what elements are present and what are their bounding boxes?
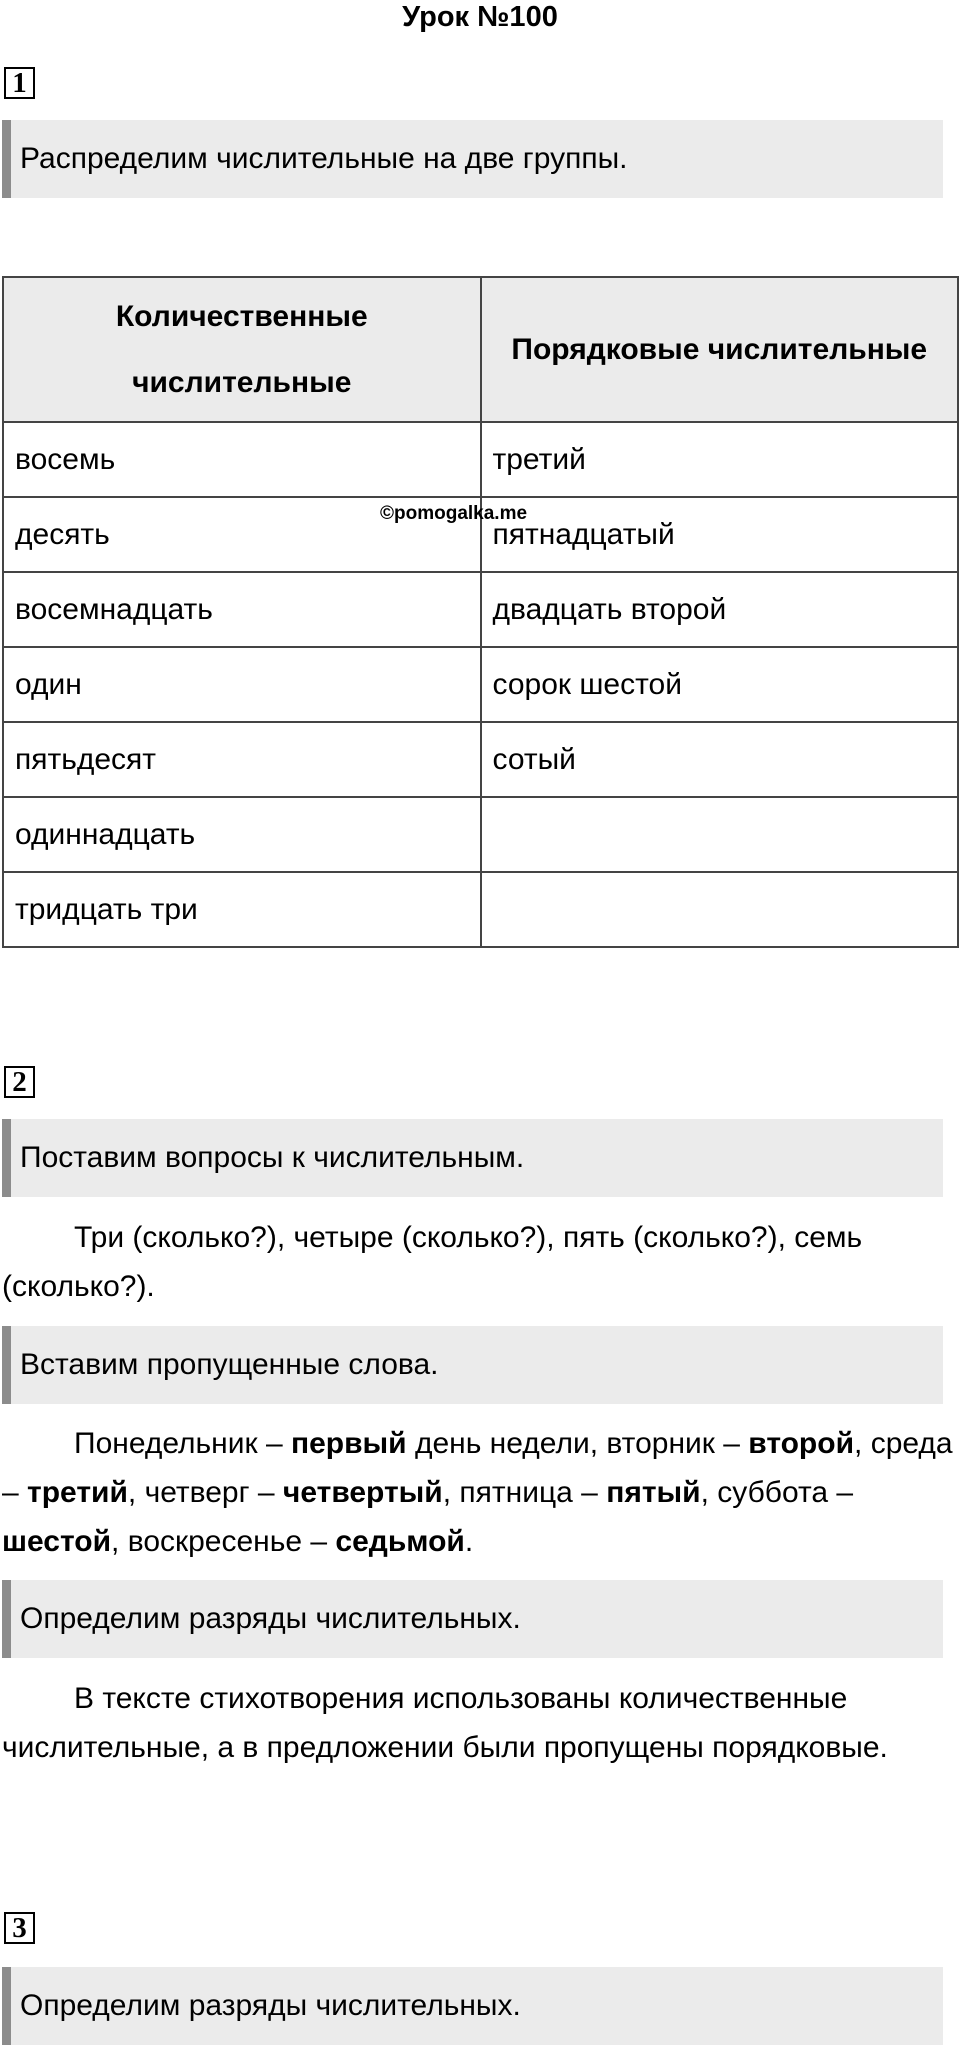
paragraph-text: , воскресенье – [111,1525,336,1558]
table-cell: десять [3,497,481,572]
table-row [3,572,958,647]
table-cell [481,872,959,947]
paragraph-text: . [464,1525,474,1558]
table-cell [481,797,959,872]
table-cell: сотый [481,722,959,797]
task2-answer-paragraph-3 [2,1674,958,1772]
table-header-row [3,277,958,422]
task2-answer-paragraph-2 [2,1419,958,1566]
table-cell: один [3,647,481,722]
numerals-table [2,276,959,948]
inserted-word: седьмой [335,1525,465,1558]
paragraph-text: день недели, вторник – [406,1427,749,1460]
table-cell: тридцать три [3,872,481,947]
task2-answer-text-3: В тексте стихотворения использованы количественные числительные, а в предложении были пропущены порядковые. [2,1682,888,1764]
task-number-2: 2 [4,1066,35,1098]
paragraph-text: , пятница – [442,1476,607,1509]
table-cell: сорок шестой [481,647,959,722]
paragraph-text: , суббота – [700,1476,854,1509]
task2-instruction-banner-1: Поставим вопросы к числительным. [2,1119,943,1197]
table-row [3,422,958,497]
inserted-word: третий [27,1476,128,1509]
table-cell: третий [481,422,959,497]
table-cell: одиннадцать [3,797,481,872]
task2-instruction-banner-3: Определим разряды числительных. [2,1580,943,1658]
task-number-1: 1 [4,67,35,99]
table-row [3,722,958,797]
inserted-word: шестой [2,1525,112,1558]
paragraph-text: , четверг – [127,1476,283,1509]
table-row [3,872,958,947]
header-ordinal: Порядковые числительные [481,277,959,422]
page-title: Урок №100 [402,1,558,33]
table-cell: пятьдесят [3,722,481,797]
task1-instruction-banner: Распределим числительные на две группы. [2,120,943,198]
table-row [3,647,958,722]
paragraph-text: , среда – [2,1427,953,1509]
task2-answer-text-1: Три (сколько?), четыре (сколько?), пять (сколько?), семь (сколько?). [2,1221,863,1303]
table-row [3,797,958,872]
task2-answer-paragraph-1 [2,1213,958,1311]
task2-instruction-banner-2: Вставим пропущенные слова. [2,1326,943,1404]
paragraph-text: Понедельник – [74,1427,291,1460]
inserted-word: первый [290,1427,407,1460]
inserted-word: четвертый [282,1476,443,1509]
task-number-3: 3 [4,1912,35,1944]
table-cell: двадцать второй [481,572,959,647]
header-cardinal: Количественные числительные [3,277,481,422]
table-cell: пятнадцатый [481,497,959,572]
table-cell: восемнадцать [3,572,481,647]
table-cell: восемь [3,422,481,497]
inserted-word: пятый [606,1476,701,1509]
task3-instruction-banner: Определим разряды числительных. [2,1967,943,2045]
inserted-word: второй [748,1427,855,1460]
watermark: ©pomogalka.me [380,503,528,524]
